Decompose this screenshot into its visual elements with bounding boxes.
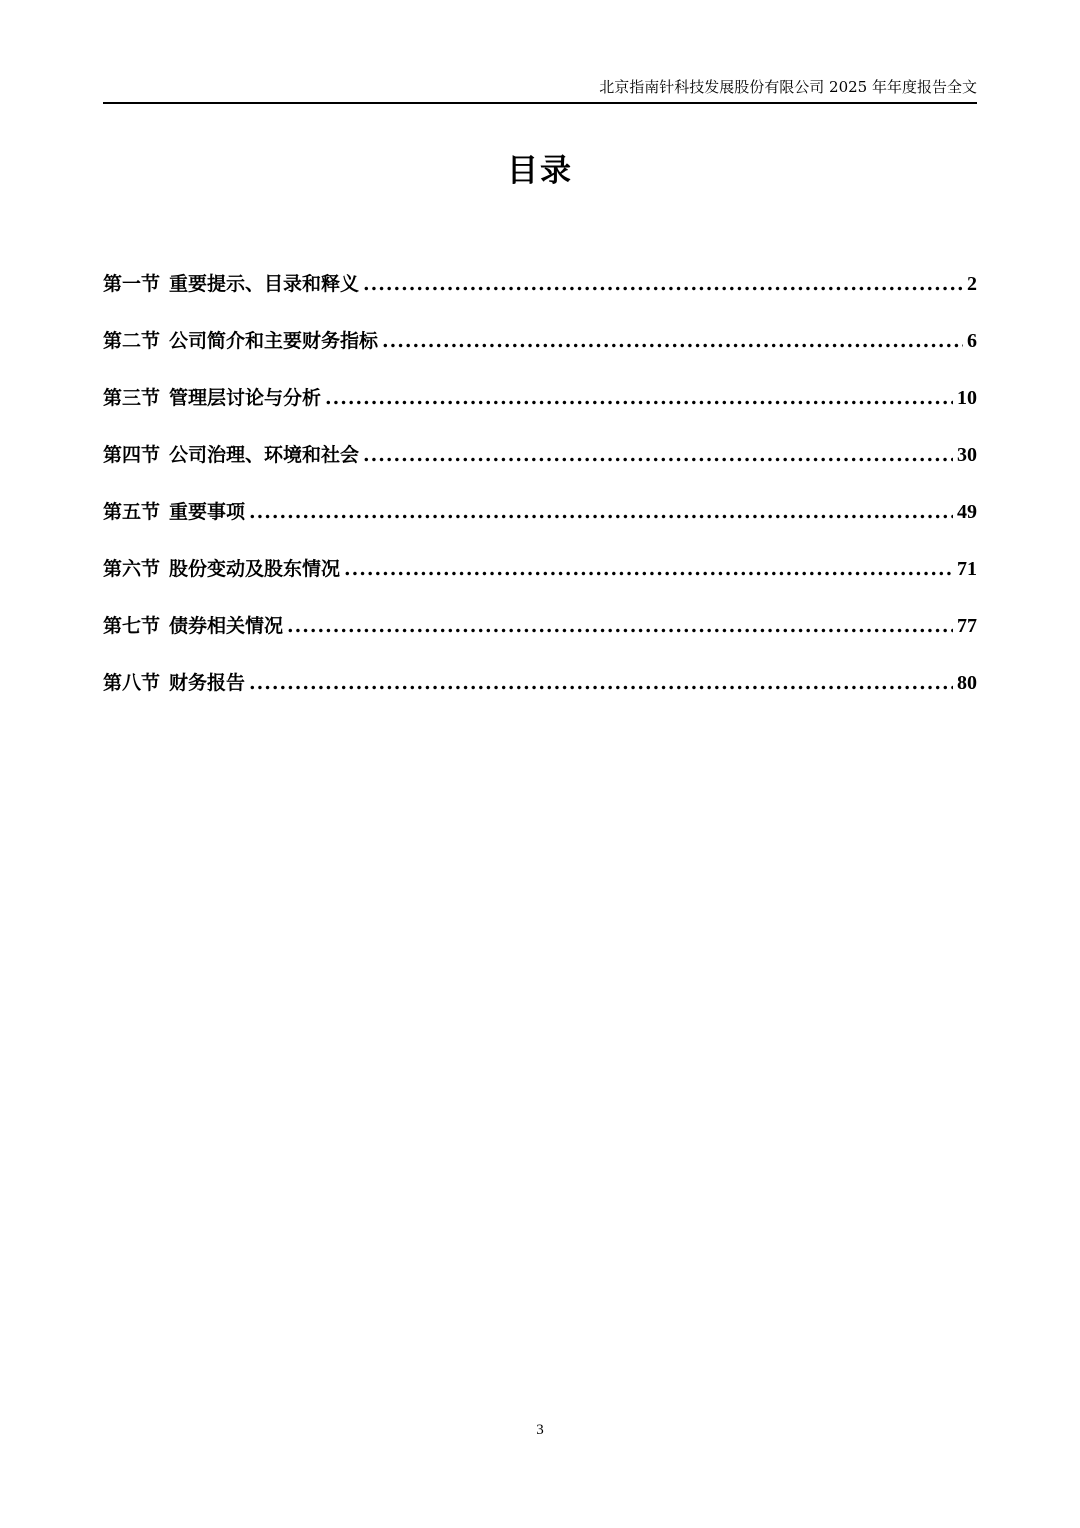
toc-heading: 公司治理、环境和社会: [169, 444, 360, 466]
toc-dot-leader: [382, 321, 963, 361]
toc-page-number: 10: [957, 387, 977, 409]
toc-heading: 管理层讨论与分析: [169, 387, 322, 409]
toc-page-number: 80: [957, 672, 977, 694]
toc-section-label: 第二节: [103, 330, 161, 352]
toc-page-number: 6: [967, 330, 977, 352]
toc-dot-leader: [363, 435, 953, 475]
toc-section-label: 第五节: [103, 501, 161, 523]
toc-entry-3[interactable]: [103, 378, 977, 435]
toc-heading: 债券相关情况: [169, 615, 284, 637]
toc-section-label: 第四节: [103, 444, 161, 466]
toc-section-label: 第七节: [103, 615, 161, 637]
page-header: [103, 76, 977, 104]
toc-dot-leader: [344, 549, 953, 589]
toc-dot-leader: [363, 264, 963, 304]
toc-dot-leader: [287, 606, 953, 646]
toc-entry-8[interactable]: [103, 663, 977, 720]
footer-page-number: 3: [536, 1422, 544, 1438]
toc-section-label: 第三节: [103, 387, 161, 409]
toc-title: 目录: [507, 153, 573, 189]
toc-heading: 重要提示、目录和释义: [169, 273, 360, 295]
toc-heading: 股份变动及股东情况: [169, 558, 341, 580]
toc-page-number: 71: [957, 558, 977, 580]
toc-entry-7[interactable]: [103, 606, 977, 663]
toc-entry-4[interactable]: [103, 435, 977, 492]
toc-section-label: 第八节: [103, 672, 161, 694]
toc-heading: 重要事项: [169, 501, 246, 523]
header-report-title: 北京指南针科技发展股份有限公司 2025 年年度报告全文: [599, 78, 977, 96]
toc-entry-6[interactable]: [103, 549, 977, 606]
toc-dot-leader: [325, 378, 953, 418]
toc-page-number: 30: [957, 444, 977, 466]
toc-section-label: 第六节: [103, 558, 161, 580]
toc-dot-leader: [249, 663, 953, 703]
toc-section-label: 第一节: [103, 273, 161, 295]
toc-page-number: 77: [957, 615, 977, 637]
toc-page-number: 2: [967, 273, 977, 295]
toc-page-number: 49: [957, 501, 977, 523]
toc-dot-leader: [249, 492, 953, 532]
toc-entry-5[interactable]: [103, 492, 977, 549]
toc-heading: 公司简介和主要财务指标: [169, 330, 379, 352]
toc-list: [103, 264, 977, 720]
toc-entry-2[interactable]: [103, 321, 977, 378]
toc-entry-1[interactable]: [103, 264, 977, 321]
toc-heading: 财务报告: [169, 672, 246, 694]
